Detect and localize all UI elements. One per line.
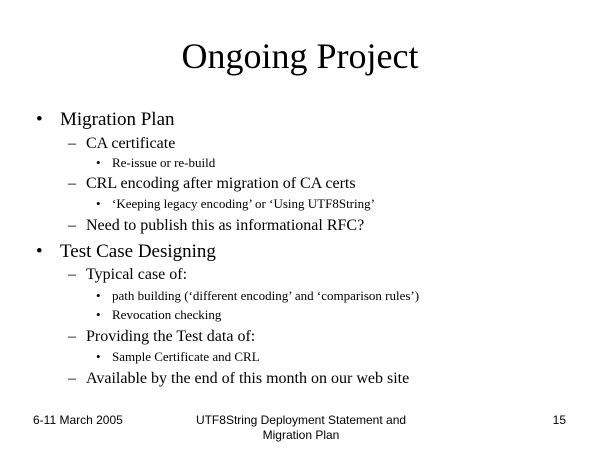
bullet: • xyxy=(96,349,101,364)
item-text: CA certificate xyxy=(86,135,176,152)
bullet: • xyxy=(96,288,101,303)
item-text: Providing the Test data of: xyxy=(86,328,256,345)
slide-title: Ongoing Project xyxy=(181,36,419,76)
dash: – xyxy=(68,135,76,152)
item-text: CRL encoding after migration of CA certs xyxy=(86,175,356,192)
sub-item-text: Sample Certificate and CRL xyxy=(112,349,260,364)
sub-item-text: Revocation checking xyxy=(112,307,222,322)
bullet: • xyxy=(96,155,101,170)
dash: – xyxy=(68,370,76,387)
footer-date: 6-11 March 2005 xyxy=(33,413,123,427)
sub-item-text: Re-issue or re-build xyxy=(112,155,216,170)
item-text: Need to publish this as informational RFC? xyxy=(86,217,365,234)
bullet: • xyxy=(96,196,101,211)
footer-title-line: Migration Plan xyxy=(262,428,340,442)
dash: – xyxy=(68,266,76,283)
item-text: Available by the end of this month on our web site xyxy=(86,370,410,387)
item-text: Typical case of: xyxy=(86,266,188,283)
footer-title-line: UTF8String Deployment Statement and xyxy=(195,413,407,427)
dash: – xyxy=(68,328,76,345)
bullet: • xyxy=(36,109,43,130)
sub-item-text: path building (‘different encoding’ and ‘comparison rules’) xyxy=(112,288,420,303)
section-heading: Test Case Designing xyxy=(60,241,216,262)
section-heading: Migration Plan xyxy=(60,109,175,130)
dash: – xyxy=(68,175,76,192)
footer-title xyxy=(180,413,422,443)
sub-item-text: ‘Keeping legacy encoding’ or ‘Using UTF8String’ xyxy=(112,196,375,211)
bullet: • xyxy=(36,241,43,262)
dash: – xyxy=(68,217,76,234)
bullet: • xyxy=(96,307,101,322)
page-number: 15 xyxy=(552,413,566,427)
